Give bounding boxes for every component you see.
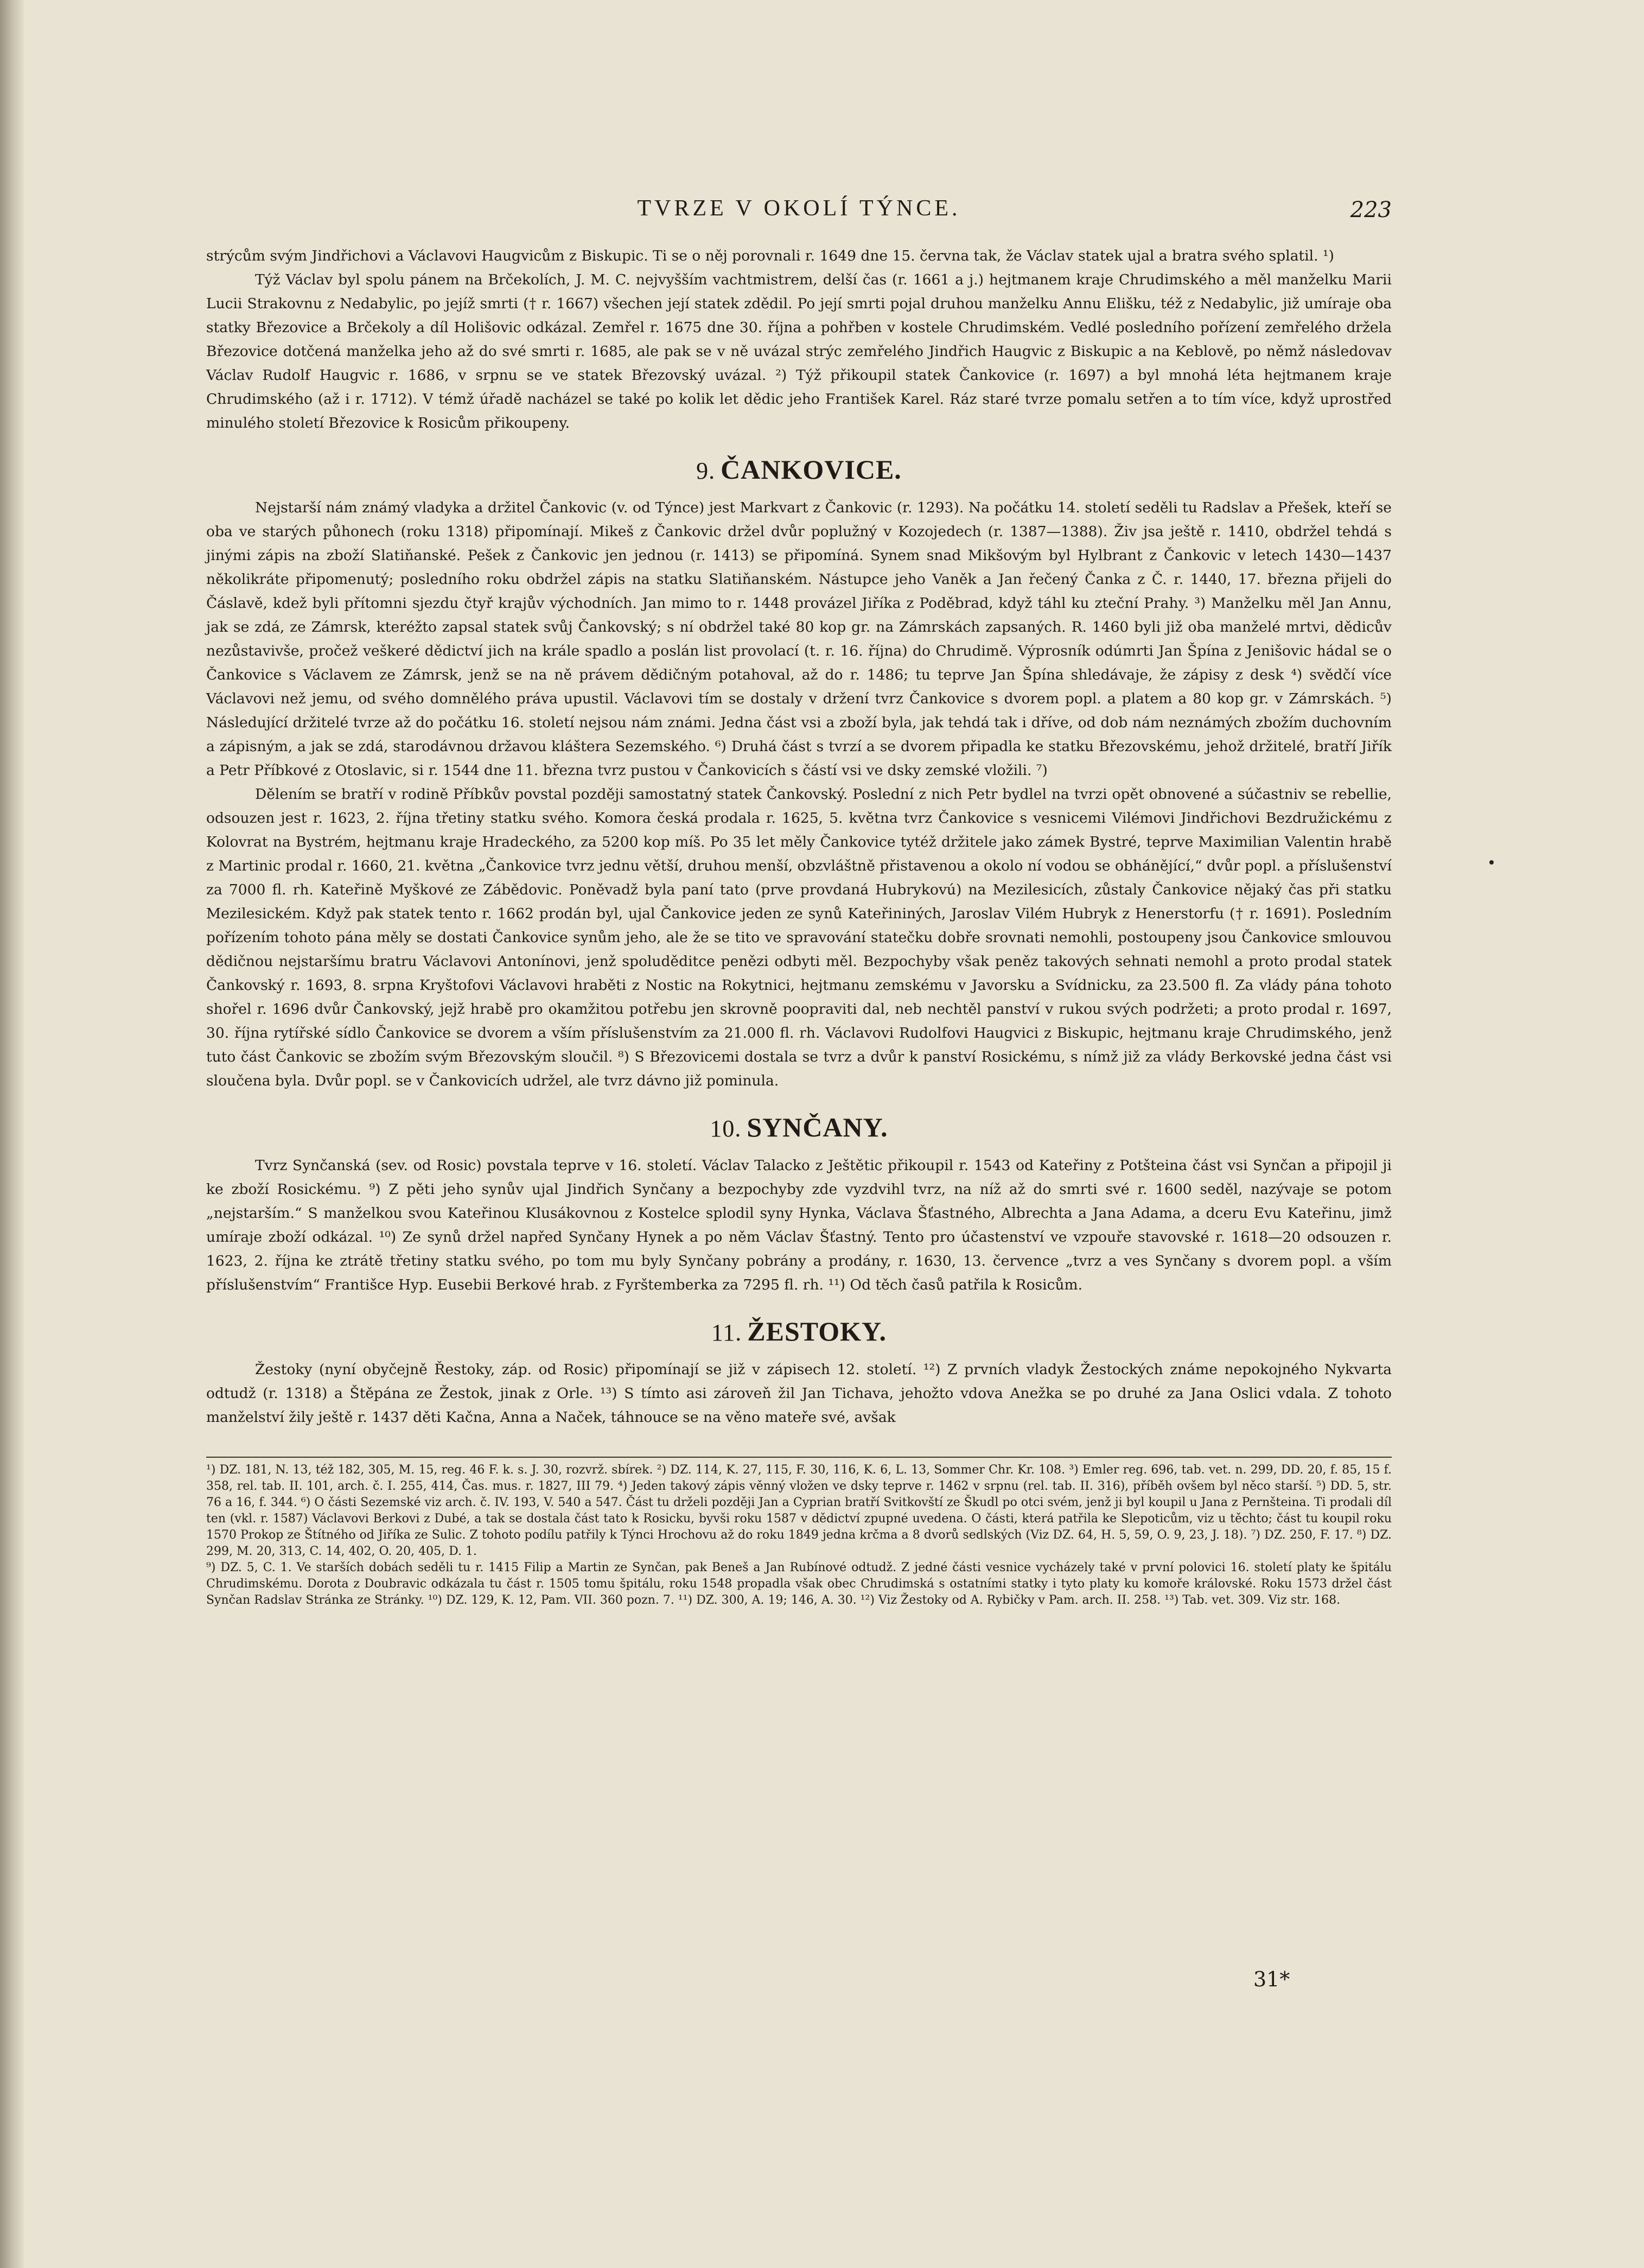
footnote-block: ⁹) DZ. 5, C. 1. Ve starších dobách seděli tu r. 1415 Filip a Martin ze Synčan, pak Beneš a Jan Rubínové odtudž. Z jedné části vesnice vycházely také v první polovici 16. století platy ke špitálu Chrudimskému. Dorota z Doubravic odkázala tu část r. 1505 tomu špitálu, roku 1548 propadla však obec Chrudimská s ostatními statky i tyto platy ku komoře královské. Roku 1573 držel část Synčan Radslav Stránka ze Stránky. ¹⁰) DZ. 129, K. 12, Pam. VII. 360 pozn. 7. ¹¹) DZ. 300, A. 19; 146, A. 30. ¹²) Viz Žestoky od A. Rybičky v Pam. arch. II. 258. ¹³) Tab. vet. 309. Viz str. 168. xyxy=(206,1561,1392,1607)
footnotes xyxy=(206,1457,1392,1609)
page-binding-edge xyxy=(0,0,24,2268)
page-number: 223 xyxy=(1350,198,1392,223)
section-number: 10. xyxy=(710,1115,742,1142)
section-heading-syncany xyxy=(206,1111,1392,1143)
book-page xyxy=(206,185,1392,1609)
section-heading-cankovice xyxy=(206,454,1392,485)
section-paragraph: Žestoky (nyní obyčejně Řestoky, záp. od Rosic) připomínají se již v zápisech 12. století. ¹²) Z prvních vladyk Žestockých známe nepokojného Nykvarta odtudž (r. 1318) a Štěpána ze Žestok, jinak z Orle. ¹³) S tímto asi zároveň žil Jan Tichava, jehožto vdova Anežka se po druhé za Jana Oslici vdala. Z tohoto manželství žily ještě r. 1437 děti Kačna, Anna a Naček, táhnouce se na věno mateře své, avšak xyxy=(206,1361,1392,1426)
margin-dot xyxy=(1489,860,1494,865)
running-header xyxy=(206,185,1392,233)
section-paragraph: Nejstarší nám známý vladyka a držitel Čankovic (v. od Týnce) jest Markvart z Čankovic (r. 1293). Na počátku 14. století seděli tu Radslav a Přešek, kteří se oba ve starých půhonech (roku 1318) připomínají. Mikeš z Čankovic držel dvůr poplužný v Kozojedech (r. 1387—1388). Živ jsa ještě r. 1410, obdržel tehdá s jinými zápis na zboží Slatiňanské. Pešek z Čankovic jen jednou (r. 1413) se připomíná. Synem snad Mikšovým byl Hylbrant z Čankovic v letech 1430—1437 několikráte připomenutý; posledního roku obdržel zápis na statku Slatiňanském. Nástupce jeho Vaněk a Jan řečený Čanka z Č. r. 1440, 17. března přijeli do Čáslavě, kdež byli přítomni sjezdu čtyř krajův východních. Jan mimo to r. 1448 provázel Jiříka z Poděbrad, když táhl ku zteční Prahy. ³) Manželku měl Jan Annu, jak se zdá, ze Zámrsk, kteréžto zapsal statek svůj Čankovský; s ní obdržel také 80 kop gr. na Zámrskách zapsaných. R. 1460 byli již oba manželé mrtvi, dědicův nezůstavivše, pročež veškeré dědictví jich na krále spadlo a poslán list provolací (t. r. 16. října) do Chrudimě. Výprosník odúmrti Jan Špína z Jenišovic hádal se o Čankovice s Václavem ze Zámrsk, jenž se na ně právem dědičným potahoval, až do r. 1486; tu teprve Jan Špína shledávaje, že zápisy z desk ⁴) svědčí více Václavovi než jemu, od svého domnělého práva upustil. Václavovi tím se dostaly v držení tvrz Čankovice s dvorem popl. a platem a 80 kop gr. v Zámrskách. ⁵) Následující držitelé tvrze až do počátku 16. století nejsou nám známi. Jedna část vsi a zboží byla, jak tehdá tak i dříve, od dob nám neznámých zbožím duchovním a zápisným, a jak se zdá, starodávnou državou kláštera Sezemského. ⁶) Druhá část s tvrzí a se dvorem připadla ke statku Březovskému, jehož držitelé, bratří Jiřík a Petr Příbkové z Otoslavic, si r. 1544 dne 11. března tvrz pustou v Čankovicích s částí vsi ve dsky zemské vložili. ⁷) xyxy=(206,499,1392,779)
intro-paragraph-continued: strýcům svým Jindřichovi a Václavovi Haugvicům z Biskupic. Ti se o něj porovnali r. 1649 dne 15. června tak, že Václav statek ujal a bratra svého splatil. ¹) xyxy=(206,247,1334,264)
section-title: ČANKOVICE. xyxy=(721,454,902,485)
section-heading-zestoky xyxy=(206,1316,1392,1347)
section-paragraph: Dělením se bratří v rodině Příbkův povstal později samostatný statek Čankovský. Poslední z nich Petr bydlel na tvrzi opět obnovené a súčastniv se rebellie, odsouzen jest r. 1623, 2. října třetiny statku svého. Komora česká prodala r. 1625, 5. května tvrz Čankovice s vesnicemi Vilémovi Jindřichovi Bezdružickému z Kolovrat na Bystrém, hejtmanu kraje Hradeckého, za 5200 kop míš. Po 35 let měly Čankovice tytéž držitele jako zámek Bystré, teprve Maximilian Valentin hrabě z Martinic prodal r. 1660, 21. května „Čankovice tvrz jednu větší, druhou menší, obzvláštně přistavenou a okolo ní vodou se obhánějící,“ dvůr popl. a příslušenství za 7000 fl. rh. Kateřině Myškové ze Zábědovic. Poněvadž byla paní tato (prve provdaná Hubrykovú) na Mezilesicích, zůstaly Čankovice nějaký čas při statku Mezilesickém. Když pak statek tento r. 1662 prodán byl, ujal Čankovice jeden ze synů Kateřininých, Jaroslav Vilém Hubryk z Henerstorfu († r. 1691). Posledním pořízením tohoto pána měly se dostati Čankovice synům jeho, ale že se tito ve spravování statečku dobře srovnati nemohli, postoupeny jsou Čankovice smlouvou dědičnou nejstaršímu bratru Václavovi Antonínovi, jenž spoluděditce penězi odbyti měl. Bezpochyby však peněz takových sehnati nemohl a proto prodal statek Čankovský r. 1693, 8. srpna Kryštofovi Václavovi hraběti z Nostic na Rokytnici, hejtmanu zemskému v Javorsku a Svídnicku, za 23.500 fl. Za vlády pána tohoto shořel r. 1696 dvůr Čankovský, jejž hrabě pro okamžitou potřebu jen skrovně poopraviti dal, neb nechtěl panství v rukou svých podržeti; a proto prodal r. 1697, 30. října rytířské sídlo Čankovice se dvorem a vším příslušenstvím za 21.000 fl. rh. Václavovi Rudolfovi Haugvici z Biskupic, hejtmanu kraje Chrudimského, jenž tuto část Čankovic se zbožím svým Březovským sloučil. ⁸) S Březovicemi dostala se tvrz a dvůr k panství Rosickému, s nímž již za vlády Berkovské jedna část vsi sloučena byla. Dvůr popl. se v Čankovicích udržel, ale tvrz dávno již pominula. xyxy=(206,786,1392,1089)
section-paragraph: Tvrz Synčanská (sev. od Rosic) povstala teprve v 16. století. Václav Talacko z Ještětic přikoupil r. 1543 od Kateřiny z Potšteina část vsi Synčan a připojil ji ke zboží Rosickému. ⁹) Z pěti jeho synův ujal Jindřich Synčany a bezpochyby zde vyzdvihl tvrz, na níž až do smrti své r. 1600 seděl, nazývaje se potom „nejstarším.“ S manželkou svou Kateřinou Klusákovnou z Kostelce splodil syny Hynka, Václava Šťastného, Albrechta a Jana Adama, a dceru Evu Kateřinu, jimž umíraje zboží odkázal. ¹⁰) Ze synů držel napřed Synčany Hynek a po něm Václav Šťastný. Tento pro účastenství ve vzpouře stavovské r. 1618—20 odsouzen r. 1623, 2. října ke ztrátě třetiny statku svého, po tom mu byly Synčany pobrány a prodány, r. 1630, 13. července „tvrz a ves Synčany s dvorem popl. a vším příslušenstvím“ Františce Hyp. Eusebii Berkové hrab. z Fyrštemberka za 7295 fl. rh. ¹¹) Od těch časů patřila k Rosicům. xyxy=(206,1157,1392,1293)
section-title: SYNČANY. xyxy=(747,1112,888,1142)
section-number: 11. xyxy=(711,1319,742,1346)
section-title: ŽESTOKY. xyxy=(747,1316,887,1346)
footnote-block: ¹) DZ. 181, N. 13, též 182, 305, M. 15, reg. 46 F. k. s. J. 30, rozvrž. sbírek. ²) DZ. 114, K. 27, 115, F. 30, 116, K. 6, L. 13, Sommer Chr. Kr. 108. ³) Emler reg. 696, tab. vet. n. 299, DD. 20, f. 85, 15 f. 358, rel. tab. II. 101, arch. č. I. 255, 414, Čas. mus. r. 1827, III 79. ⁴) Jeden takový zápis věnný vložen ve dsky teprve r. 1462 v srpnu (rel. tab. II. 316), příběh ovšem byl něco starší. ⁵) DD. 5, str. 76 a 16, f. 344. ⁶) O části Sezemské viz arch. č. IV. 193, V. 540 a 547. Část tu drželi později Jan a Cyprian bratří Svitkovští ze Škudl po otci svém, jenž ji byl koupil u Jana z Pernšteina. Ti prodali díl ten (vkl. r. 1587) Václavovi Berkovi z Dubé, a tak se dostala část tato k Rosicku, byvši roku 1587 v dědictví zpupné uvedena. O části, která patřila ke Slepoticům, viz u těchto; část tu koupil roku 1570 Prokop ze Štítného od Jiříka ze Sulic. Z tohoto podílu patřily k Týnci Hrochovu až do roku 1849 jedna krčma a 8 dvorů sedlských (Viz DZ. 64, H. 5, 59, O. 9, 23, J. 18). ⁷) DZ. 250, F. 17. ⁸) DZ. 299, M. 20, 313, C. 14, 402, O. 20, 405, D. 1. xyxy=(206,1463,1392,1558)
running-title: TVRZE V OKOLÍ TÝNCE. xyxy=(637,196,961,221)
printer-signature-mark: 31* xyxy=(1253,1967,1290,1991)
section-number: 9. xyxy=(696,458,716,484)
intro-paragraph: Týž Václav byl spolu pánem na Brčekolích, J. M. C. nejvyšším vachtmistrem, delší čas (r. 1661 a j.) hejtmanem kraje Chrudimského a měl manželku Marii Lucii Strakovnu z Nedabylic, po jejíž smrti († r. 1667) všechen její statek zdědil. Po její smrti pojal druhou manželku Annu Elišku, též z Nedabylic, již umíraje oba statky Březovice a Brčekoly a díl Holišovic odkázal. Zemřel r. 1675 dne 30. října a pohřben v kostele Chrudimském. Vedlé posledního pořízení zemřelého držela Březovice dotčená manželka jeho až do své smrti r. 1685, ale pak se v ně uvázal strýc zemřelého Jindřich Haugvic z Biskupic a na Keblově, po němž následovav Václav Rudolf Haugvic r. 1686, v srpnu se ve statek Březovský uvázal. ²) Týž přikoupil statek Čankovice (r. 1697) a byl mnohá léta hejtmanem kraje Chrudimského (až i r. 1712). V témž úřadě nacházel se také po kolik let dědic jeho František Karel. Ráz staré tvrze pomalu setřen a to tím více, když uprostřed minulého století Březovice k Rosicům přikoupeny. xyxy=(206,271,1392,431)
